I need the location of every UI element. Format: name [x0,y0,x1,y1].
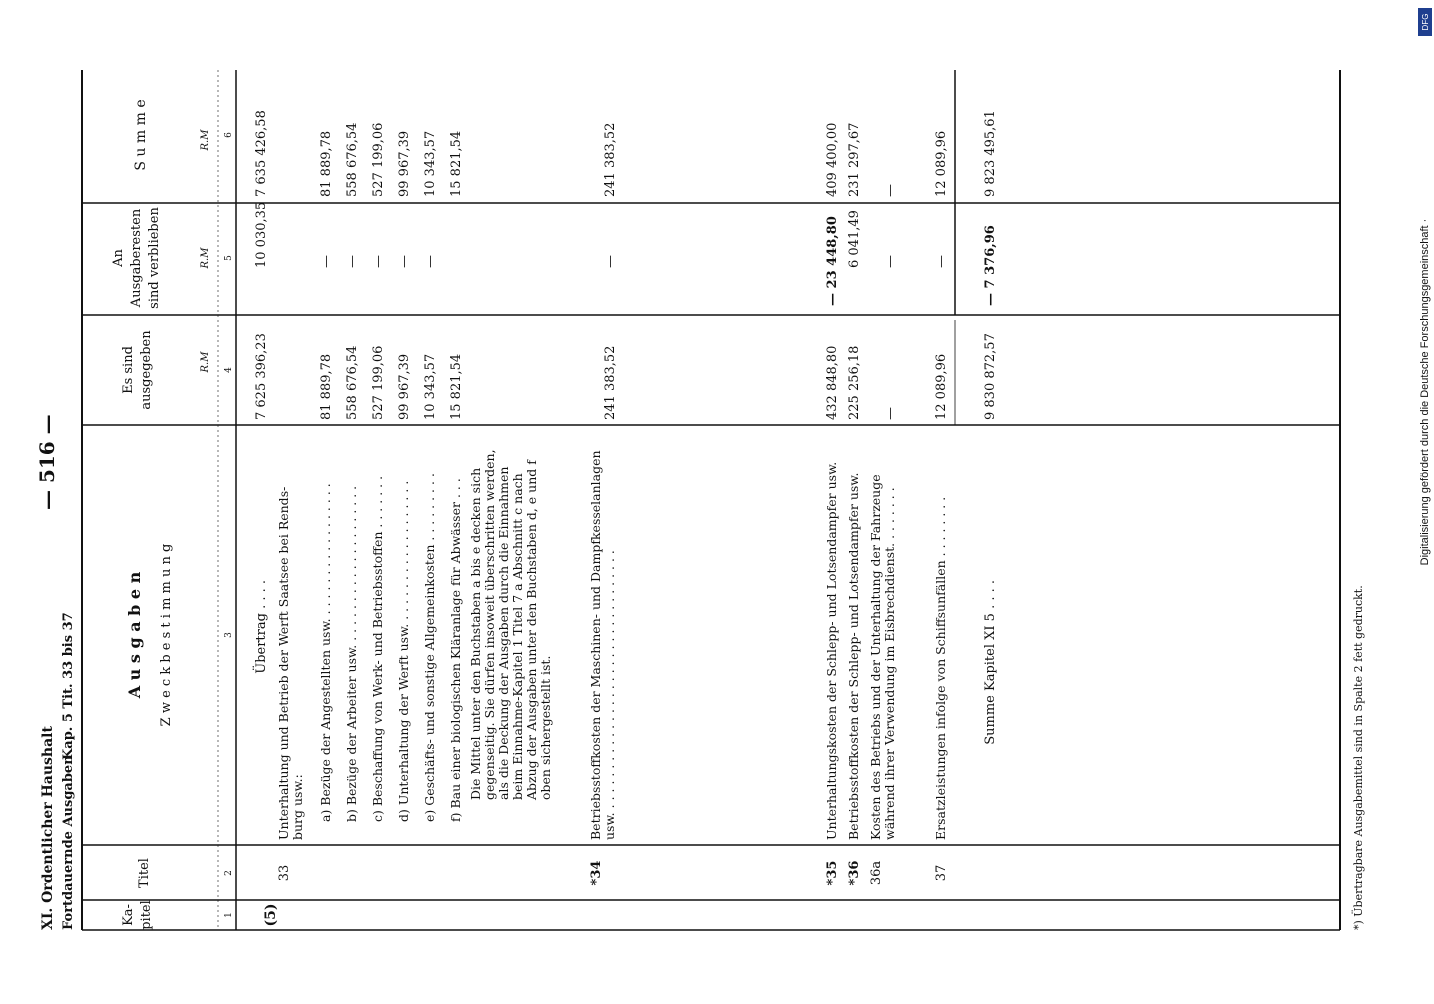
row-0-ausgegeben-wrap [254,333,269,420]
row-8-text-line-1: Die Mittel unter den Buchstaben a bis e decken sich [468,467,483,800]
header-subtitle: Fortdauernde Ausgaben [61,755,76,930]
row-10-ausgegeben: 432 848,80 [825,345,840,420]
row-6-ausgegeben-wrap [423,354,438,420]
header-ausgaben-text: A u s g a b e n [125,571,144,699]
side-credit [1419,219,1431,566]
row-9-ausgegeben-wrap [603,346,618,420]
row-1-text-line-2: burg usw.: [290,774,305,840]
row-10-text: Unterhaltungskosten der Schlepp- und Lotsendampfer usw. [824,461,839,840]
row-8-text-line-6: oben sichergestellt ist. [538,655,553,800]
row-14-text: Summe Kapitel XI 5 . . . . [983,580,998,745]
row-0-summe-wrap [254,110,269,197]
row-9-reste: — [603,255,618,268]
row-2-summe: 81 889,78 [319,130,334,197]
row-14-ausgegeben: 9 830 872,57 [983,333,998,420]
row-11-titel: *36 [847,860,862,886]
row-6-ausgegeben: 10 343,57 [423,353,438,420]
row-13-summe: 12 089,96 [934,130,949,197]
row-5-summe: 99 967,39 [397,130,412,197]
header-titel [137,858,152,888]
row-10-titel: *35 [825,860,840,886]
row-8-text-line-3: als die Deckung der Ausgaben durch die Einnahmen [496,466,511,800]
row-5-text-wrap [396,481,411,822]
row-2-ausgegeben: 81 889,78 [319,353,334,420]
kapitel-value-text: (5) [263,903,279,927]
row-3-reste-wrap [345,255,360,268]
row-0-ausgegeben: 7 625 396,23 [254,333,269,420]
row-6-reste: — [423,255,438,268]
row-4-text: c) Beschaffung von Werk- und Betriebsstoffen . . . . . . . [370,475,385,822]
row-3-summe-wrap [345,123,360,197]
colnum-5-text: 5 [224,255,234,261]
header-kapitel-line2: pitel [139,900,154,930]
header-kapitel-line1: Ka- [121,904,136,926]
row-10-summe: 409 400,00 [825,122,840,197]
row-13-summe-wrap [934,131,949,197]
row-2-text-wrap [318,483,333,822]
row-3-text-wrap [344,486,359,822]
colnum-6 [224,132,234,138]
row-6-summe: 10 343,57 [423,130,438,197]
unit-label-col4 [200,351,211,374]
row-11-summe-wrap [847,123,862,197]
row-0-text-wrap [252,580,269,674]
row-1-text-line-1: Unterhaltung und Betrieb der Werft Saatsee bei Rends- [276,486,291,840]
row-0-summe: 7 635 426,58 [254,110,269,197]
header-chapter-ref: Kap. 5 Tit. 33 bis 37 [61,612,76,760]
row-7-text-wrap [448,478,463,822]
header-ausgegeben-line2: ausgegeben [139,330,154,410]
row-12-titel: 36a [869,860,884,886]
row-9-titel-wrap [589,861,604,886]
row-11-ausgegeben-wrap [847,346,862,420]
row-3-summe: 558 676,54 [345,122,360,197]
row-5-reste-wrap [397,255,412,268]
row-0-reste: 10 030,35 [254,201,269,268]
row-11-text-wrap [846,473,861,840]
row-14-summe: 9 823 495,61 [983,110,998,197]
row-12-text-wrap [868,474,897,840]
row-3-ausgegeben-wrap [345,346,360,420]
row-14-reste-wrap [983,225,998,306]
header-ausgegeben-line1: Es sind [121,346,136,394]
colnum-4-text: 4 [224,367,234,373]
row-12-reste-wrap [883,255,898,268]
dfg-logo-text: DFG [1421,13,1430,31]
row-2-reste: — [319,255,334,268]
row-12-summe-wrap [883,184,898,197]
colnum-6-text: 6 [224,132,234,138]
row-2-reste-wrap [319,255,334,268]
row-9-ausgegeben: 241 383,52 [603,345,618,420]
header-ausgegeben [121,330,154,410]
row-4-reste-wrap [371,255,386,268]
unit-label-col5 [200,247,211,270]
header-zweck-text: Z w e c k b e s t i m m u n g [159,543,174,727]
row-8-text-wrap [468,449,553,801]
row-6-reste-wrap [423,255,438,268]
row-10-reste-wrap [825,216,840,306]
row-0-text: Übertrag . . . . [254,580,269,674]
footnote [1351,585,1365,930]
header-reste-line3: sind verblieben [147,207,162,309]
row-5-reste: — [397,255,412,268]
header-zweck [159,544,174,727]
row-4-ausgegeben: 527 199,06 [371,345,386,420]
row-4-summe-wrap [371,123,386,197]
row-11-summe: 231 297,67 [847,122,862,197]
row-13-titel: 37 [934,864,949,882]
row-14-text-wrap [983,580,998,745]
row-8-text-line-4: beim Einnahme-Kapitel 1 Titel 7 a Abschnitt c nach [510,473,525,800]
colnum-1-text: 1 [224,912,234,918]
row-12-reste: — [883,255,898,268]
row-3-text: b) Bezüge der Arbeiter usw. . . . . . . . . . . . . . . . . . . . . [344,485,359,822]
header-ausgaben [125,571,144,699]
row-9-summe-wrap [603,123,618,197]
row-9-summe: 241 383,52 [603,122,618,197]
colnum-4 [224,367,234,373]
colnum-3 [224,632,234,638]
row-9-text-line-2: usw. . . . . . . . . . . . . . . . . . . . . . . . . . . . . . . . . . [602,550,617,840]
row-1-text-wrap [276,487,305,840]
row-11-ausgegeben: 225 256,18 [847,345,862,420]
row-12-summe: — [883,184,898,197]
footnote-text: *) Übertragbare Ausgabemittel sind in Spalte 2 fett gedruckt. [1352,585,1365,930]
row-5-text: d) Unterhaltung der Werft usw. . . . . . . . . . . . . . . . . . . [396,480,411,822]
row-3-ausgegeben: 558 676,54 [345,345,360,420]
row-12-ausgegeben: — [883,407,898,420]
colnum-3-text: 3 [224,632,234,638]
colnum-2-text: 2 [224,870,234,876]
row-7-summe: 15 821,54 [449,130,464,197]
row-12-text-line-2: während ihrer Verwendung im Eisbrechdienst. . . . . . . . [882,487,897,840]
row-1-titel-wrap [277,865,292,882]
row-2-ausgegeben-wrap [319,354,334,420]
row-4-ausgegeben-wrap [371,346,386,420]
header-reste-line2: Ausgaberesten [129,208,144,308]
row-9-text-line-1: Betriebsstoffkosten der Maschinen- und Dampfkesselanlagen [588,450,603,840]
row-13-ausgegeben: 12 089,96 [934,353,949,420]
row-1-titel: 33 [277,864,292,882]
row-8-text-line-5: Abzug der Ausgaben unter den Buchstaben d, e und f [524,460,539,800]
row-4-summe: 527 199,06 [371,122,386,197]
side-credit-text: Digitalisierung gefördert durch die Deutsche Forschungsgemeinschaft · [1419,218,1431,566]
kapitel-value [263,904,279,927]
row-14-summe-wrap [983,110,998,197]
row-6-text-wrap [422,473,437,822]
page-header-section [40,726,56,930]
row-5-summe-wrap [397,131,412,197]
row-9-text-wrap [588,450,617,840]
row-6-summe-wrap [423,131,438,197]
row-2-summe-wrap [319,131,334,197]
row-10-summe-wrap [825,123,840,197]
colnum-2 [224,870,234,876]
row-4-text-wrap [370,476,385,822]
row-6-text: e) Geschäfts- und sonstige Allgemeinkosten . . . . . . . . . [422,473,437,822]
row-3-reste: — [345,255,360,268]
row-13-text: Ersatzleistungen infolge von Schiffsunfällen . . . . . . . . [933,496,948,840]
row-10-text-wrap [824,462,839,840]
row-5-ausgegeben-wrap [397,354,412,420]
unit-label-col6 [200,129,211,152]
row-12-text-line-1: Kosten des Betriebs und der Unterhaltung der Fahrzeuge [868,474,883,840]
table-body [252,110,998,885]
row-11-reste: 6 041,49 [847,210,862,268]
header-section-title: XI. Ordentlicher Haushalt [40,726,56,930]
header-summe-text: S u m m e [133,99,149,171]
row-14-ausgegeben-wrap [983,333,998,420]
row-11-text: Betriebsstoffkosten der Schlepp- und Lotsendampfer usw. [846,472,861,840]
table-grid [82,70,1340,930]
header-titel-text: Titel [137,858,152,888]
unit-text-col4: R.M [200,351,211,373]
page-header-subtitle [61,612,76,930]
row-4-reste: — [371,255,386,268]
row-7-summe-wrap [449,131,464,197]
page-number-text: — 516 — [35,414,59,510]
row-12-titel-wrap [869,861,884,886]
page-number [35,414,59,510]
colnum-5 [224,255,234,261]
colnum-1 [224,912,234,918]
row-13-ausgegeben-wrap [934,354,949,420]
row-11-reste-wrap [847,210,862,268]
unit-text-col5: R.M [200,247,211,269]
header-summe [133,99,149,170]
row-2-text: a) Bezüge der Angestellten usw. . . . . . . . . . . . . . . . . . [318,483,333,822]
row-7-ausgegeben: 15 821,54 [449,353,464,420]
header-reste [111,207,162,309]
header-kapitel [121,900,154,930]
row-14-reste: — 7 376,96 [983,225,998,306]
row-13-reste: — [934,255,949,268]
row-10-ausgegeben-wrap [825,346,840,420]
row-13-reste-wrap [934,255,949,268]
row-7-ausgegeben-wrap [449,354,464,420]
unit-text-col6: R.M [200,129,211,151]
row-9-titel: *34 [589,860,604,886]
row-8-text-line-2: gegenseitig. Sie dürfen insoweit überschritten werden, [482,449,497,800]
row-11-titel-wrap [847,861,862,886]
row-12-ausgegeben-wrap [883,407,898,420]
row-10-reste: — 23 448,80 [825,216,840,306]
row-13-text-wrap [933,497,948,840]
header-reste-line1: An [111,249,126,267]
dfg-logo [1418,8,1432,36]
row-10-titel-wrap [825,861,840,886]
row-5-ausgegeben: 99 967,39 [397,353,412,420]
row-0-reste-wrap [254,202,269,268]
row-7-text: f) Bau einer biologischen Kläranlage für Abwässer . . . [448,478,463,822]
row-9-reste-wrap [603,255,618,268]
row-13-titel-wrap [934,865,949,882]
